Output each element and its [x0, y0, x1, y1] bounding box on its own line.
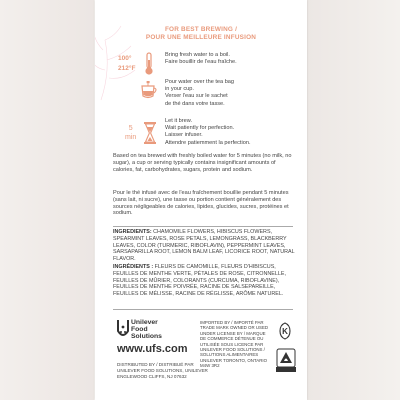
ingredients-fr: [113, 264, 295, 298]
brand-block: [117, 318, 197, 344]
step-line: Faire bouillir de l'eau fraîche.: [165, 59, 237, 66]
ingredients-list-en: CHAMOMILE FLOWERS, HIBISCUS FLOWERS, SPEARMINT LEAVES, ROSE PETALS, LEMONGRASS, BLACKBERRY LEAVES, COLOR (TURMERIC, RIBOFLAVIN), PEPPERMINT LEAVES, SARSAPARILLA ROOT, LEMON BALM LEAF, LICORICE ROOT, NATURAL FLAVOR.: [113, 229, 295, 263]
step-line: de thé dans votre tasse.: [165, 100, 225, 107]
ingredients-label-en: INGREDIENTS:: [113, 229, 152, 235]
nutrition-note-fr: Pour le thé infusé avec de l'eau fraîchement bouillie pendant 5 minutes (sans lait, ni sucre), une tasse ou portion contient généralement des sources négligeables de calories, lipides, glucides, sucres, protéines et sodium.: [113, 190, 289, 217]
brand-name: [131, 319, 162, 340]
package-panel: [95, 0, 307, 400]
ingredients-list-fr: FLEURS DE CAMOMILLE, FLEURS D'HIBISCUS, FEUILLES DE MENTHE VERTE, PÉTALES DE ROSE, CITRONNELLE, FEUILLES DE MÛRIER, COLORANTS (CURCUMA, RIBOFLAVINE), FEUILLES DE MENTHE POIVRÉE, RACINE DE SALSEPAREILLE, FEUILLES DE MÉLISSE, RACINE DE RÉGLISSE, ARÔME NATUREL.: [113, 264, 286, 298]
temperature-celsius: 100°: [118, 55, 132, 62]
website-link: www.ufs.com: [117, 343, 188, 355]
brand-name-line: Solutions: [131, 333, 162, 340]
timer-marker: [113, 118, 161, 152]
brand-name-line: Food: [131, 326, 148, 333]
brewing-title-en: FOR BEST BREWING /: [164, 26, 238, 33]
brand-name-line: Unilever: [131, 319, 158, 326]
step-line: Bring fresh water to a boil.: [165, 52, 230, 58]
ingredients-en: [113, 229, 295, 263]
temperature-readout: [118, 54, 135, 74]
kosher-symbol-icon: [278, 322, 292, 340]
background-right: [306, 0, 400, 400]
brew-step-pour: [113, 79, 303, 113]
step-line: in your cup.: [165, 86, 194, 93]
teacup-icon: [139, 81, 159, 101]
distributor-info: DISTRIBUTED BY / DISTRIBUÉ PAR UNILEVER FOOD SOLUTIONS, UNILEVER ENGLEWOOD CLIFFS, NJ 07632: [117, 362, 208, 379]
non-gmo-verified-icon: [276, 348, 296, 372]
step-text: [165, 79, 305, 108]
section-divider: [113, 226, 293, 227]
importer-info: IMPORTED BY / IMPORTÉ PAR TRADE MARK OWNED OR USED UNDER LICENSE BY / MARQUE DE COMMERCE DÉTENUE OU UTILISÉE SOUS LICENCE PAR UNILEVER FOOD SOLUTIONS / SOLUTIONS ALIMENTAIRES UNILEVER TORONTO, ONTARIO M4W 3R2: [200, 320, 269, 369]
step-line: Let it brew.: [165, 118, 193, 124]
step-line: Attendre patiemment la perfection.: [165, 139, 251, 146]
timer-unit: min: [125, 134, 137, 141]
section-divider: [113, 309, 293, 310]
step-line: Wait patiently for perfection.: [165, 125, 235, 132]
timer-readout: [125, 124, 136, 142]
brewing-title-fr: POUR UNE MEILLEURE INFUSION: [145, 34, 257, 41]
timer-minutes: 5: [128, 125, 133, 132]
step-line: Verser l'eau sur le sachet: [165, 93, 228, 100]
unilever-logo-icon: [117, 318, 129, 340]
hourglass-icon: [143, 122, 157, 144]
thermometer-icon: [143, 52, 155, 76]
cup-marker: [113, 79, 161, 113]
temperature-fahrenheit: 212°F: [118, 65, 136, 72]
svg-text:K: K: [282, 327, 288, 336]
background-left: [0, 0, 94, 400]
brewing-title: [95, 26, 307, 42]
nutrition-note-en: Based on tea brewed with freshly boiled water for 5 minutes (no milk, no sugar), a cup or serving typically contains insignificant amounts of calories, fat, carbohydrates, sugars, protein and sodium.: [113, 153, 292, 173]
brew-step-steep: [113, 118, 303, 152]
step-text: [165, 118, 305, 147]
step-line: Laisser infuser.: [165, 132, 203, 139]
ingredients-label-fr: INGRÉDIENTS :: [113, 264, 154, 270]
step-line: Pour water over the tea bag: [165, 79, 235, 85]
step-text: [165, 52, 305, 66]
